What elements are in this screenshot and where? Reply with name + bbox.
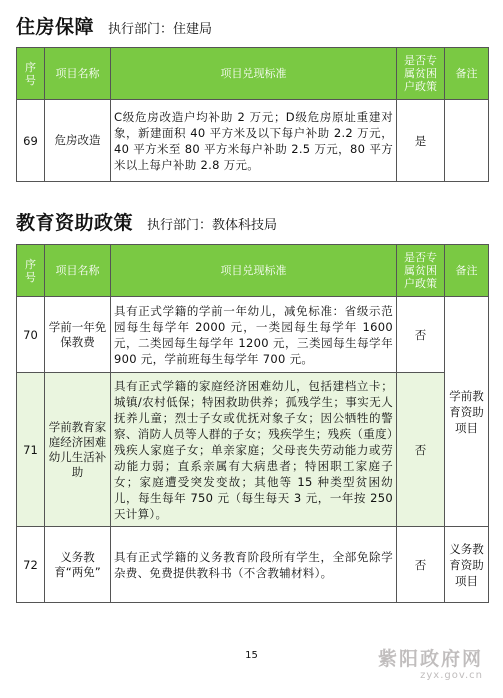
table-row (17, 373, 489, 527)
watermark-logo (378, 644, 483, 681)
row-poor: 否 (397, 373, 445, 527)
section-dept: 执行部门：住建局 (108, 22, 213, 37)
row-name: 学前一年免保教费 (45, 297, 111, 373)
header-no: 序号 (17, 245, 45, 297)
row-note-merged: 学前教育资助项目 (445, 297, 489, 527)
row-name: 危房改造 (45, 100, 111, 182)
table-row (17, 297, 489, 373)
row-poor: 是 (397, 100, 445, 182)
row-std: C级危房改造户均补助 2 万元；D级危房原址重建对象，新建面积 40 平方米及以下每户补助 2.2 万元，40 平方米至 80 平方米每户补助 2.5 万元，80 平方米以上每户补助 2.8 万元。 (111, 100, 397, 182)
section-dept: 执行部门：教体科技局 (147, 218, 278, 233)
header-name: 项目名称 (45, 245, 111, 297)
row-no: 71 (17, 373, 45, 527)
header-std: 项目兑现标准 (111, 245, 397, 297)
section-title-education (16, 208, 277, 235)
section-title-housing (16, 12, 212, 39)
header-poor: 是否专属贫困户政策 (397, 48, 445, 100)
header-poor: 是否专属贫困户政策 (397, 245, 445, 297)
header-no: 序号 (17, 48, 45, 100)
education-table (16, 244, 489, 603)
section-title-text: 教育资助政策 (16, 212, 134, 234)
row-std: 具有正式学籍的学前一年幼儿，减免标准：省级示范园每生每学年 2000 元，一类园每生每学年 1600 元，二类园每生每学年 1200 元，三类园每生每学年 900 元，学前班每生每学年 700 元。 (111, 297, 397, 373)
row-note (445, 100, 489, 182)
row-std: 具有正式学籍的义务教育阶段所有学生，全部免除学杂费、免费提供教科书（不含教辅材料）。 (111, 527, 397, 603)
row-note: 义务教育资助项目 (445, 527, 489, 603)
header-std: 项目兑现标准 (111, 48, 397, 100)
housing-table (16, 47, 489, 182)
row-name: 义务教育“两免” (45, 527, 111, 603)
row-no: 69 (17, 100, 45, 182)
row-no: 70 (17, 297, 45, 373)
page-number: 15 (245, 650, 258, 661)
watermark-main: 紫阳政府网 (377, 648, 483, 670)
section-title-text: 住房保障 (16, 16, 95, 38)
table-header-row (17, 48, 489, 100)
header-name: 项目名称 (45, 48, 111, 100)
row-poor: 否 (397, 297, 445, 373)
table-row (17, 527, 489, 603)
row-poor: 否 (397, 527, 445, 603)
header-note: 备注 (445, 48, 489, 100)
table-header-row (17, 245, 489, 297)
row-no: 72 (17, 527, 45, 603)
row-name: 学前教育家庭经济困难幼儿生活补助 (45, 373, 111, 527)
table-row (17, 100, 489, 182)
watermark-sub: zyx.gov.cn (420, 670, 483, 681)
header-note: 备注 (445, 245, 489, 297)
row-std: 具有正式学籍的家庭经济困难幼儿，包括建档立卡；城镇/农村低保；特困救助供养；孤残学生；事实无人抚养儿童；烈士子女或优抚对象子女；因公牺牲的警察、消防人员等人群的子女；残疾学生；残疾（重度）残疾人家庭子女；单亲家庭；父母丧失劳动能力或劳动能力弱；直系亲属有大病患者；特困职工家庭子女；家庭遭受突发变故；其他等 15 种类型贫困幼儿，每生每年 750 元（每生每天 3 元，一年按 250 天计算）。 (111, 373, 397, 527)
